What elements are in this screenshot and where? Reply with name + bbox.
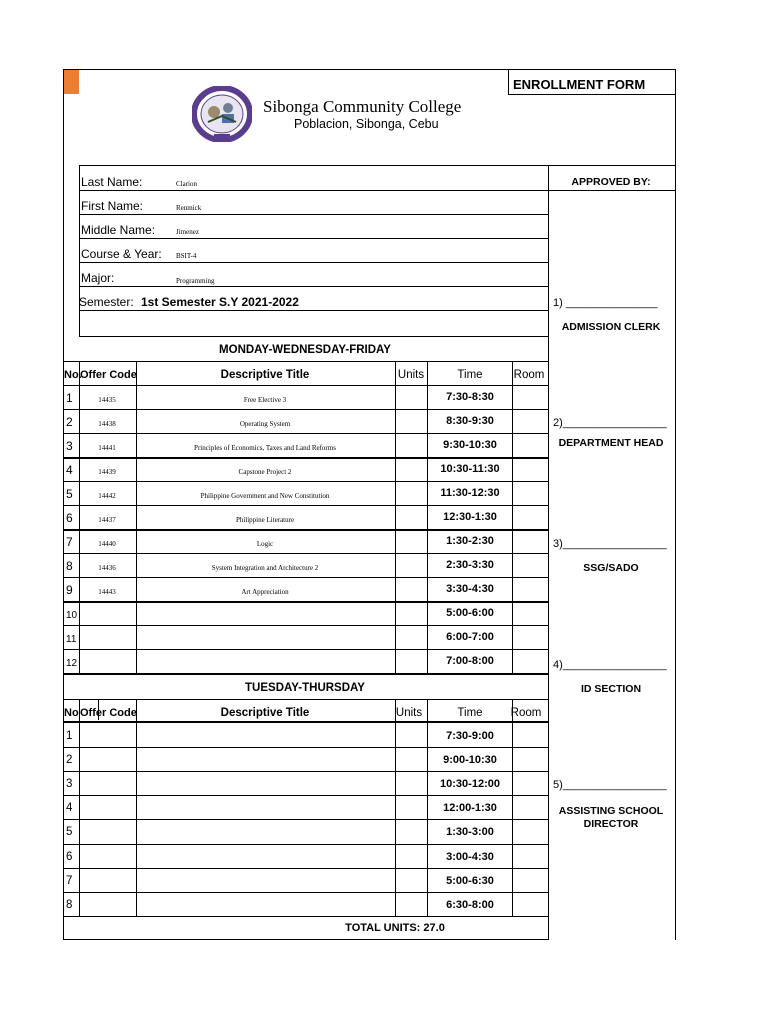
descriptive-title: Operating System (239, 420, 291, 428)
semester-label: Semester: (79, 295, 134, 309)
offer-code: 14438 (98, 420, 116, 428)
first-name-value: Renmick (176, 204, 202, 212)
total-top (63, 916, 548, 917)
offer-code: 14440 (98, 540, 116, 548)
row-number: 4 (66, 463, 73, 477)
header-bottom (508, 94, 675, 95)
info-line (79, 336, 548, 337)
row-number: 12 (66, 658, 78, 669)
class-time: 8:30-9:30 (446, 415, 494, 427)
tth-col-line (512, 699, 513, 916)
row-number: 3 (66, 439, 73, 453)
mwf-col-line (136, 361, 137, 673)
info-line (79, 190, 675, 191)
row-number: 7 (66, 535, 73, 549)
major-value: Programming (176, 277, 215, 285)
info-line (79, 214, 548, 215)
row-line (63, 481, 548, 482)
row-number: 2 (66, 415, 73, 429)
total-units: TOTAL UNITS: 27.0 (345, 922, 445, 934)
header-divider (508, 69, 509, 94)
row-number: 3 (66, 778, 73, 791)
class-time: 1:30-3:00 (446, 826, 494, 839)
signatory-4-line: 4)_________________ (553, 659, 667, 671)
tth-col-room: Room (510, 707, 542, 719)
class-time: 9:00-10:30 (443, 754, 497, 767)
tth-section-top (63, 673, 548, 674)
info-line (79, 238, 548, 239)
form-title: ENROLLMENT FORM (513, 77, 646, 92)
row-line (63, 747, 548, 748)
last-name-value: Clarion (176, 180, 197, 188)
row-line (63, 844, 548, 845)
info-line (79, 310, 548, 311)
descriptive-title: Principles of Economics, Taxes and Land Reforms (194, 444, 336, 452)
mwf-col-line (79, 361, 80, 673)
tth-col-code: Offer Code (80, 707, 137, 719)
offer-code: 14435 (98, 396, 116, 404)
row-number: 2 (66, 754, 73, 767)
offer-code: 14436 (98, 564, 116, 572)
row-line (63, 795, 548, 796)
major-label: Major: (81, 271, 115, 285)
row-line (63, 505, 548, 506)
signatory-1-title: ADMISSION CLERK (561, 321, 661, 333)
class-time: 1:30-2:30 (446, 535, 494, 547)
offer-code: 14443 (98, 588, 116, 596)
mwf-heading: MONDAY-WEDNESDAY-FRIDAY (219, 344, 391, 356)
class-time: 7:30-9:00 (446, 730, 494, 742)
signatory-3-line: 3)_________________ (553, 538, 667, 550)
mwf-col-line (395, 361, 396, 673)
first-name-label: First Name: (81, 199, 144, 213)
signatory-1-line: 1) _______________ (553, 297, 658, 309)
mwf-col-room: Room (513, 369, 545, 381)
descriptive-title: Logic (256, 540, 274, 548)
tth-col-units: Units (395, 707, 423, 719)
class-time: 12:00-1:30 (443, 802, 497, 815)
row-line (63, 649, 548, 650)
row-number: 7 (66, 874, 73, 887)
college-address: Poblacion, Sibonga, Cebu (294, 117, 439, 131)
offer-code: 14442 (98, 492, 116, 500)
semester-value: 1st Semester S.Y 2021-2022 (141, 295, 299, 309)
info-top (79, 165, 675, 166)
class-time: 7:30-8:30 (446, 391, 494, 403)
corner-tab (63, 70, 79, 94)
class-time: 3:30-4:30 (446, 583, 494, 595)
class-time: 7:00-8:00 (446, 655, 494, 667)
descriptive-title: Capstone Project 2 (238, 468, 292, 476)
row-number: 1 (66, 391, 73, 405)
mwf-col-line (427, 361, 428, 673)
class-time: 6:30-8:00 (446, 898, 494, 911)
last-name-label: Last Name: (81, 175, 143, 189)
row-number: 4 (66, 802, 73, 815)
middle-name-value: Jimenez (176, 228, 199, 236)
row-line (63, 819, 548, 820)
class-time: 11:30-12:30 (440, 487, 500, 499)
row-number: 8 (66, 559, 73, 573)
mwf-col-units: Units (397, 369, 425, 381)
info-right-border (548, 165, 549, 940)
row-line (63, 409, 548, 410)
signatory-3-title: SSG/SADO (583, 562, 639, 574)
offer-code: 14439 (98, 468, 116, 476)
row-number: 10 (66, 610, 78, 621)
row-line (63, 553, 548, 554)
class-time: 3:00-4:30 (446, 850, 494, 863)
row-number: 8 (66, 898, 73, 911)
info-line (79, 262, 548, 263)
row-number: 9 (66, 583, 73, 597)
approved-by-heading: APPROVED BY: (571, 176, 651, 188)
row-line (63, 868, 548, 869)
tth-col-title: Descriptive Title (220, 707, 310, 719)
tth-col-time: Time (457, 707, 483, 719)
middle-name-label: Middle Name: (81, 223, 156, 237)
tth-col-line (395, 699, 396, 916)
tth-col-no: No (64, 707, 79, 719)
row-number: 5 (66, 826, 73, 839)
course-year-value: BSIT-4 (176, 252, 197, 260)
class-time: 10:30-11:30 (440, 463, 500, 475)
descriptive-title: Philippine Government and New Constitution (200, 492, 330, 500)
class-time: 5:00-6:30 (446, 874, 494, 887)
class-time: 6:00-7:00 (446, 631, 494, 643)
descriptive-title: System Integration and Architecture 2 (211, 564, 319, 572)
row-line (63, 892, 548, 893)
row-number: 6 (66, 511, 73, 525)
row-line (63, 625, 548, 626)
mwf-col-title: Descriptive Title (220, 369, 310, 381)
college-seal-logo (192, 86, 252, 142)
tth-col-line (136, 699, 137, 916)
signatory-4-title: ID SECTION (580, 683, 642, 695)
row-number: 5 (66, 487, 73, 501)
row-line (63, 457, 548, 459)
tth-heading: TUESDAY-THURSDAY (245, 682, 365, 694)
row-number: 1 (66, 730, 73, 742)
row-number: 11 (66, 634, 77, 645)
mwf-col-code: Offer Code (80, 369, 137, 381)
row-line (63, 577, 548, 578)
row-line (63, 433, 548, 434)
tth-col-line (427, 699, 428, 916)
descriptive-title: Free Elective 3 (243, 396, 287, 404)
frame-right (675, 69, 676, 940)
signatory-5-title: ASSISTING SCHOOL DIRECTOR (558, 805, 664, 830)
mwf-col-line (512, 361, 513, 673)
row-line (63, 529, 548, 531)
class-time: 9:30-10:30 (443, 439, 497, 451)
signatory-2-title: DEPARTMENT HEAD (558, 437, 664, 449)
descriptive-title: Philippine Literature (235, 516, 295, 524)
college-name: Sibonga Community College (263, 97, 462, 116)
total-bottom (63, 939, 548, 940)
signatory-5-line: 5)_________________ (553, 779, 667, 791)
offer-code: 14437 (98, 516, 116, 524)
row-line (63, 601, 548, 603)
class-time: 10:30-12:00 (440, 778, 500, 791)
class-time: 12:30-1:30 (443, 511, 497, 523)
signatory-2-line: 2)_________________ (553, 417, 667, 429)
course-year-label: Course & Year: (81, 247, 162, 261)
mwf-col-time: Time (457, 369, 483, 381)
info-line (79, 286, 548, 287)
offer-code: 14441 (98, 444, 116, 452)
row-line (63, 771, 548, 772)
class-time: 2:30-3:30 (446, 559, 494, 571)
row-number: 6 (66, 850, 73, 863)
mwf-col-no: No. (64, 369, 82, 381)
class-time: 5:00-6:00 (446, 607, 494, 619)
descriptive-title: Art Appreciation (241, 588, 289, 596)
tth-col-line (79, 699, 80, 916)
frame-top (63, 69, 675, 70)
